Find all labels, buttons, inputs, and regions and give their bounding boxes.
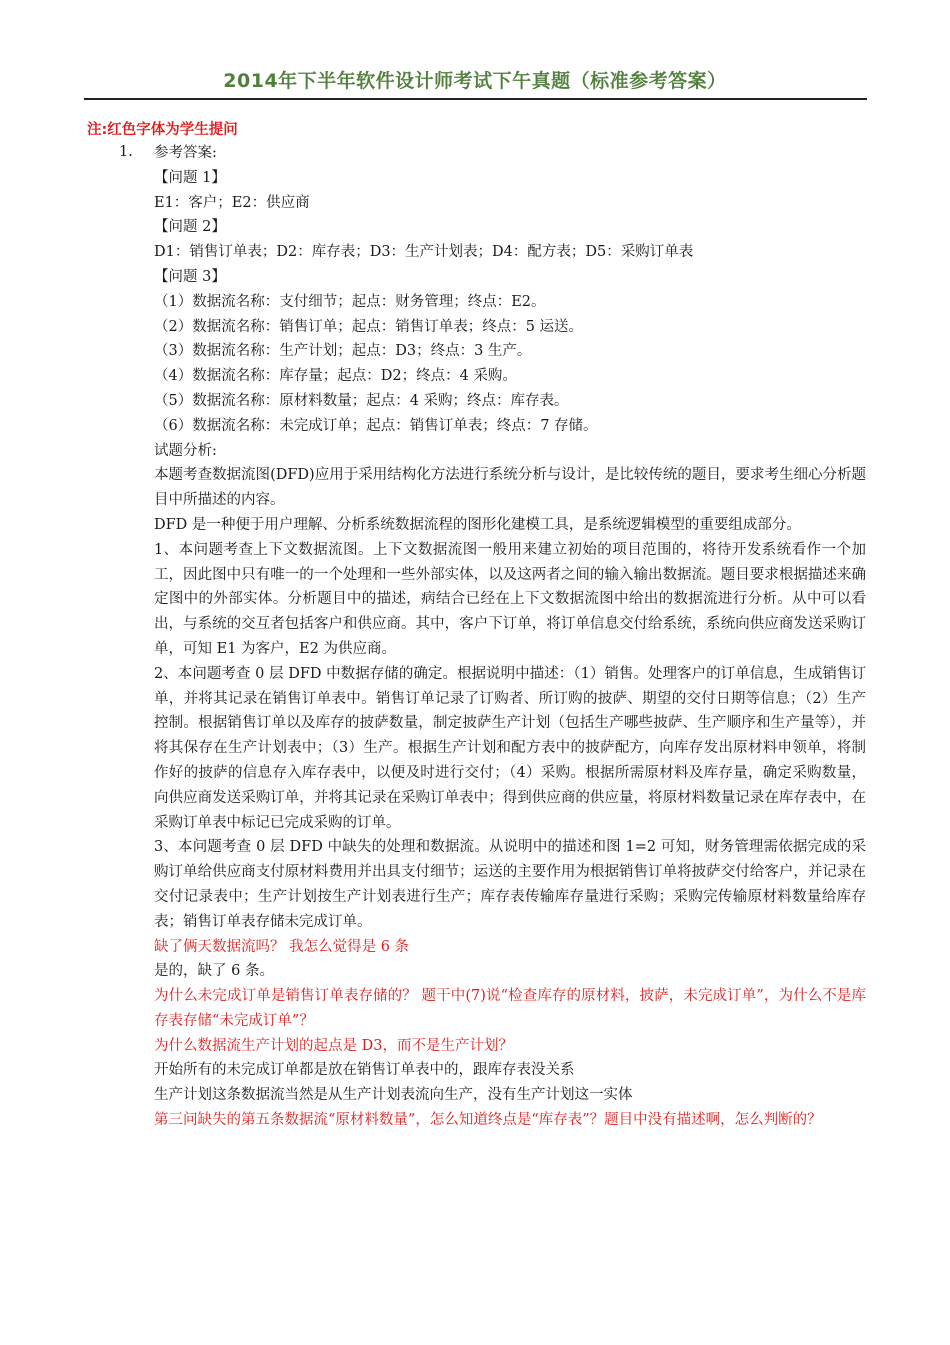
analysis-paragraph: 2、本问题考查 0 层 DFD 中数据存储的确定。根据说明中描述：（1）销售。处理客户的订单信息，生成销售订单，并将其记录在销售订单表中。销售订单记录了订购者、所订购的披萨、期望的交付日期等信息；（2）生产控制。根据销售订单以及库存的披萨数量，制定披萨生产计划（包括生产哪些披萨、生产顺序和生产量等），并将其保存在生产计划表中；（3）生产。根据生产计划和配方表中的披萨配方，向库存发出原材料申领单，将制作好的披萨的信息存入库存表中，以便及时进行交付；（4）采购。根据所需原材料及库存量，确定采购数量，向供应商发送采购订单，并将其记录在采购订单表中；得到供应商的供应量，将原材料数量记录在库存表中，在采购订单表中标记已完成采购的订单。 [154,665,866,831]
question-3-item: （2）数据流名称：销售订单；起点：销售订单表；终点：5 运送。 [154,318,584,335]
answer-body [154,141,866,1133]
student-question: 为什么数据流生产计划的起点是 D3，而不是生产计划？ [154,1037,513,1054]
student-question: 为什么未完成订单是销售订单表存储的？ 题干中(7)说“检查库存的原材料，披萨，未完成订单”，为什么不是库存表存储“未完成订单”？ [154,988,866,1029]
teacher-reply: 开始所有的未完成订单都是放在销售订单表中的，跟库存表没关系 [154,1062,575,1079]
analysis-paragraph: DFD 是一种便于用户理解、分析系统数据流程的图形化建模工具，是系统逻辑模型的重要组成部分。 [154,516,801,533]
page-title: 2014年下半年软件设计师考试下午真题（标准参考答案） [223,70,727,92]
question-1-answer: E1：客户；E2：供应商 [154,194,310,211]
note-label: 注:红色字体为学生提问 [87,122,238,138]
question-3-item: （1）数据流名称：支付细节；起点：财务管理；终点：E2。 [154,293,546,310]
analysis-header: 试题分析: [154,442,217,459]
question-1-header: 【问题 1】 [154,169,226,186]
question-2-header: 【问题 2】 [154,219,226,236]
question-3-item: （6）数据流名称：未完成订单；起点：销售订单表；终点：7 存储。 [154,417,598,434]
question-3-item: （5）数据流名称：原材料数量；起点：4 采购；终点：库存表。 [154,392,569,409]
question-3-item: （4）数据流名称：库存量；起点：D2；终点：4 采购。 [154,368,517,385]
student-question: 缺了俩天数据流吗？ 我怎么觉得是 6 条 [154,938,410,955]
analysis-paragraph: 本题考查数据流图(DFD)应用于采用结构化方法进行系统分析与设计，是比较传统的题目，要求考生细心分析题目中所描述的内容。 [154,467,866,509]
question-3-item: （3）数据流名称：生产计划；起点：D3；终点：3 生产。 [154,343,532,360]
analysis-paragraph: 1、本问题考查上下文数据流图。上下文数据流图一般用来建立初始的项目范围的，将待开发系统看作一个加工，因此图中只有唯一的一个处理和一些外部实体，以及这两者之间的输入输出数据流。题目要求根据描述来确定图中的外部实体。分析题目中的描述，病结合已经在上下文数据流图中给出的数据流进行分析。从中可以看出，与系统的交互者包括客户和供应商。其中，客户下订单，将订单信息交付给系统，系统向供应商发送采购订单，可知 E1 为客户，E2 为供应商。 [154,541,866,657]
question-3-header: 【问题 3】 [154,268,226,285]
title-divider [84,98,867,100]
student-question: 第三问缺失的第五条数据流“原材料数量”，怎么知道终点是“库存表”？题目中没有描述啊，怎么判断的？ [154,1112,822,1129]
answer-header: 参考答案: [154,145,217,161]
teacher-reply: 是的，缺了 6 条。 [154,963,274,980]
question-2-answer: D1：销售订单表；D2：库存表；D3：生产计划表；D4：配方表；D5：采购订单表 [154,244,694,261]
list-number: 1. [119,144,133,160]
teacher-reply: 生产计划这条数据流当然是从生产计划表流向生产，没有生产计划这一实体 [154,1087,633,1104]
analysis-paragraph: 3、本问题考查 0 层 DFD 中缺失的处理和数据流。从说明中的描述和图 1=2 可知，财务管理需依据完成的采购订单给供应商支付原材料费用并出具支付细节；运送的主要作用为根据销售订单将披萨交付给客户，并记录在交付记录表中；生产计划按生产计划表进行生产；库存表传输库存量进行采购；采购完传输原材料数量给库存表；销售订单表存储未完成订单。 [154,839,866,930]
